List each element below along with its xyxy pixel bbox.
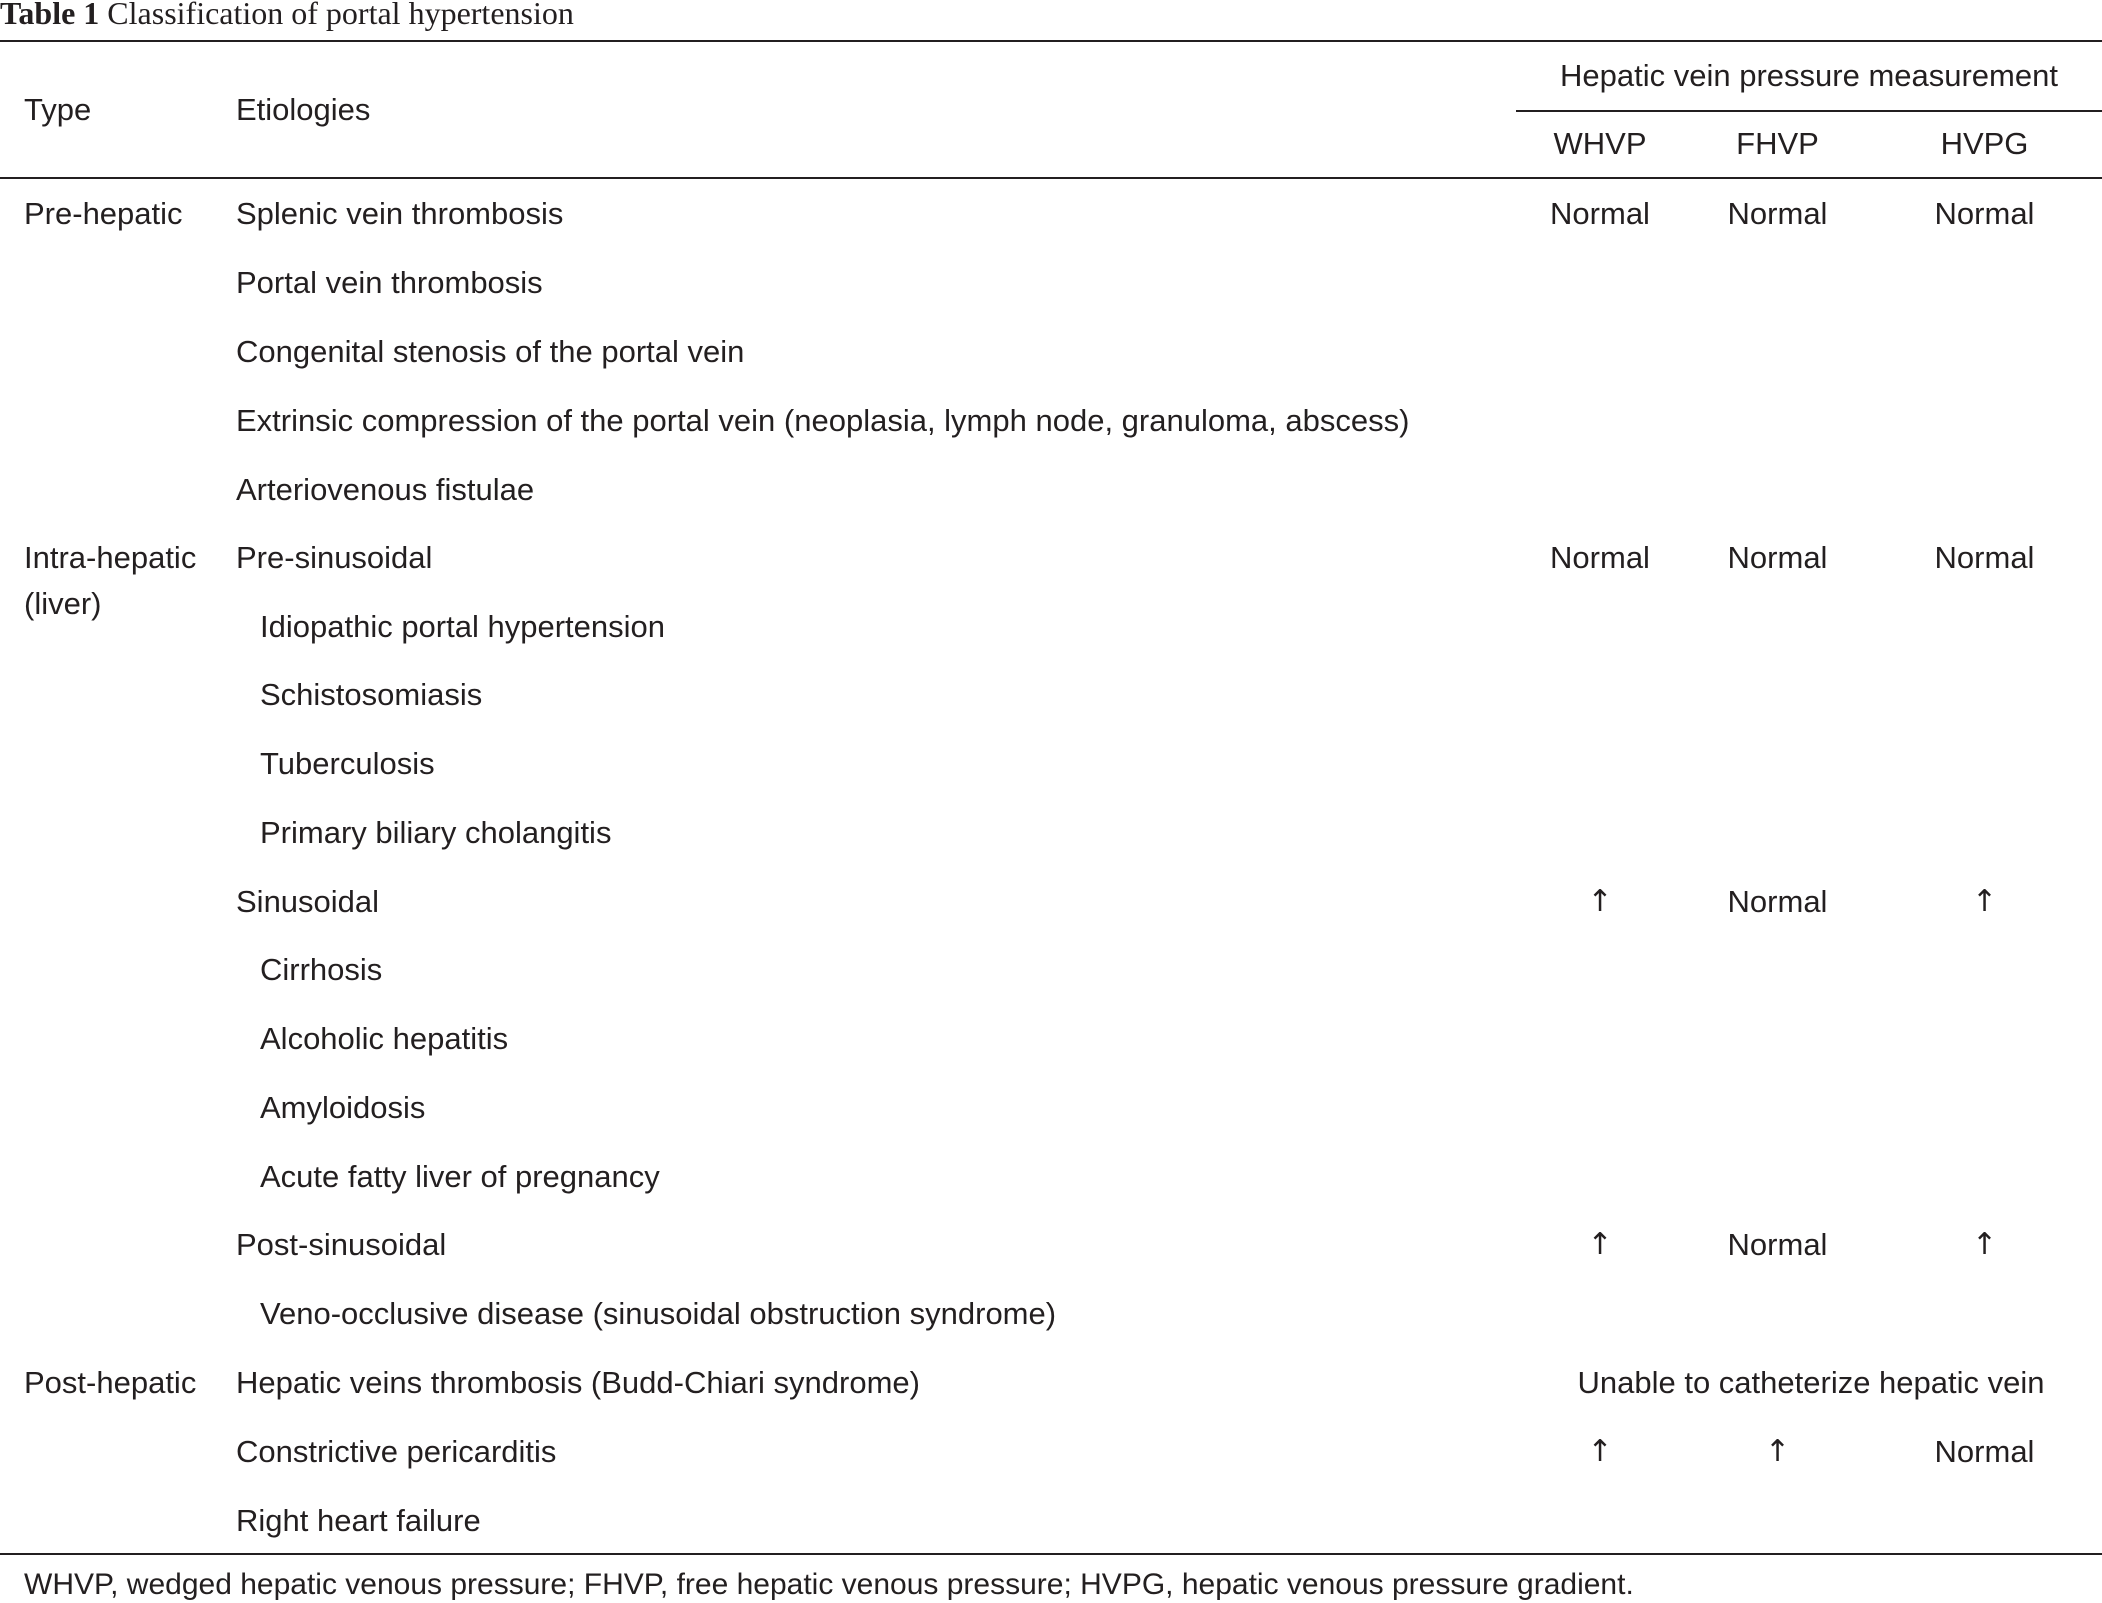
etiology-cell: Schistosomiasis bbox=[260, 677, 483, 712]
etiology-cell: Primary biliary cholangitis bbox=[260, 815, 612, 850]
etiology-cell: Portal vein thrombosis bbox=[236, 265, 543, 300]
header-hvpg: HVPG bbox=[1940, 126, 2029, 161]
fhvp-cell: ↑ bbox=[1764, 1434, 1791, 1469]
whvp-cell: ↑ bbox=[1587, 1434, 1613, 1469]
whvp-cell: ↑ bbox=[1587, 1227, 1613, 1262]
top-rule bbox=[0, 40, 2102, 42]
table-caption: Classification of portal hypertension bbox=[99, 0, 574, 31]
header-fhvp: FHVP bbox=[1736, 126, 1819, 161]
fhvp-cell: Normal bbox=[1727, 196, 1828, 231]
whvp-cell: Normal bbox=[1550, 540, 1650, 575]
fhvp-cell: Normal bbox=[1727, 540, 1828, 575]
bottom-rule bbox=[0, 1553, 2102, 1555]
type-cell: Pre-hepatic bbox=[24, 196, 183, 231]
table-number: Table 1 bbox=[0, 0, 100, 31]
header-etiologies: Etiologies bbox=[236, 92, 371, 127]
type-cell: Post-hepatic bbox=[24, 1365, 197, 1400]
hvpg-cell: Normal bbox=[1934, 540, 2035, 575]
etiology-cell: Extrinsic compression of the portal vein (neoplasia, lymph node, granuloma, abscess) bbox=[236, 403, 1410, 438]
etiology-cell: Congenital stenosis of the portal vein bbox=[236, 334, 745, 369]
table-footnote: WHVP, wedged hepatic venous pressure; FHVP, free hepatic venous pressure; HVPG, hepatic venous pressure gradient. bbox=[24, 1568, 1634, 1601]
header-pressure-group: Hepatic vein pressure measurement bbox=[1560, 58, 2058, 93]
etiology-cell: Alcoholic hepatitis bbox=[260, 1021, 509, 1056]
etiology-cell: Post-sinusoidal bbox=[236, 1227, 447, 1262]
etiology-cell: Constrictive pericarditis bbox=[236, 1434, 557, 1469]
whvp-cell: ↑ bbox=[1587, 884, 1613, 919]
etiology-cell: Tuberculosis bbox=[260, 746, 435, 781]
type-cell: Intra-hepatic bbox=[24, 540, 197, 575]
etiology-cell: Splenic vein thrombosis bbox=[236, 196, 564, 231]
etiology-cell: Cirrhosis bbox=[260, 952, 383, 987]
fhvp-cell: Normal bbox=[1727, 1227, 1828, 1262]
etiology-cell: Hepatic veins thrombosis (Budd-Chiari syndrome) bbox=[236, 1365, 920, 1400]
table-title bbox=[0, 0, 574, 32]
header-rule bbox=[0, 177, 2102, 179]
etiology-cell: Sinusoidal bbox=[236, 884, 380, 919]
header-type: Type bbox=[24, 92, 92, 127]
etiology-cell: Idiopathic portal hypertension bbox=[260, 609, 665, 644]
etiology-cell: Amyloidosis bbox=[260, 1090, 426, 1125]
hvpg-cell: Normal bbox=[1934, 196, 2035, 231]
hvpg-cell: Normal bbox=[1934, 1434, 2035, 1469]
etiology-cell: Arteriovenous fistulae bbox=[236, 472, 535, 507]
etiology-cell: Acute fatty liver of pregnancy bbox=[260, 1159, 660, 1194]
fhvp-cell: Normal bbox=[1727, 884, 1828, 919]
etiology-cell: Pre-sinusoidal bbox=[236, 540, 433, 575]
whvp-cell: Normal bbox=[1550, 196, 1650, 231]
group-header-rule bbox=[1516, 110, 2102, 112]
header-whvp: WHVP bbox=[1553, 126, 1647, 161]
hvpg-cell: ↑ bbox=[1971, 884, 1998, 919]
etiology-cell: Veno-occlusive disease (sinusoidal obstruction syndrome) bbox=[260, 1296, 1057, 1331]
etiology-cell: Right heart failure bbox=[236, 1503, 481, 1538]
hvpg-cell: ↑ bbox=[1971, 1227, 1998, 1262]
pressure-span-cell: Unable to catheterize hepatic vein bbox=[1577, 1365, 2045, 1400]
type-cell-sub: (liver) bbox=[24, 586, 102, 621]
